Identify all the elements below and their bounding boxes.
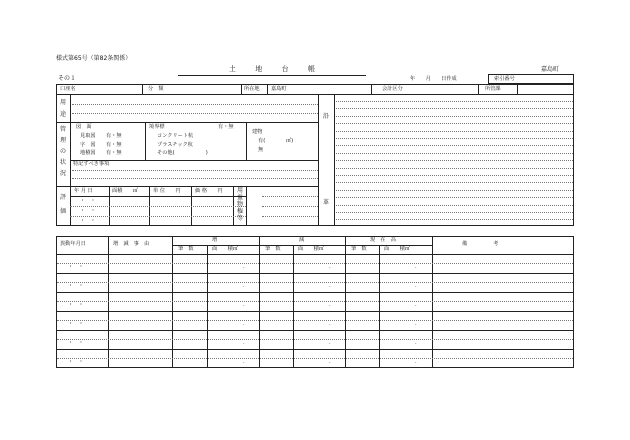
history-ruled-line xyxy=(336,160,573,161)
index-number-label: 索引番号 xyxy=(494,76,515,82)
change-row-decimal: . xyxy=(243,321,245,327)
history-ruled-line xyxy=(336,175,573,176)
change-row-decimal: . xyxy=(329,359,331,365)
drawings-heading: 図 面 xyxy=(76,124,92,130)
change-row-line xyxy=(56,292,574,293)
valuation-label: 評 価 xyxy=(59,194,66,215)
boundary-heading: 境界標 xyxy=(149,124,165,130)
change-row-line xyxy=(56,311,574,312)
history-ruled-line xyxy=(336,101,573,102)
history-label-bottom: 革 xyxy=(323,199,330,206)
dec-area-head: 面 積㎡ xyxy=(298,246,324,252)
history-label-top: 沿 xyxy=(323,113,330,120)
valuation-price-head: 価 格 円 xyxy=(195,188,223,194)
title-underline xyxy=(178,75,366,76)
boundary-concrete: コンクリート杭 xyxy=(157,133,194,139)
change-row-decimal: . xyxy=(415,321,417,327)
history-ruled-line xyxy=(336,197,573,198)
change-row-midline xyxy=(57,358,573,359)
special-notes-label: 特記すべき事項 xyxy=(73,161,110,167)
history-ruled-line xyxy=(336,123,573,124)
valuation-date-2: ・ ・ xyxy=(80,208,96,214)
account-name-label: 口座名 xyxy=(60,86,76,92)
change-row-decimal: . xyxy=(415,302,417,308)
history-ruled-line xyxy=(336,145,573,146)
change-row-decimal: . xyxy=(415,359,417,365)
history-ruled-line xyxy=(336,182,573,183)
valuation-area-head: 面積 ㎡ xyxy=(112,188,138,194)
history-ruled-line xyxy=(336,131,573,132)
cur-count-head: 筆 数 xyxy=(351,246,367,252)
change-row-decimal: . xyxy=(243,359,245,365)
change-row-midline xyxy=(57,339,573,340)
history-ruled-line xyxy=(336,168,573,169)
use-rights-label: 用 益 物 権 等 xyxy=(236,187,243,222)
change-row-decimal: . xyxy=(243,283,245,289)
history-ruled-line xyxy=(336,212,573,213)
page-label: その１ xyxy=(58,75,77,82)
drawing-section-map: 字 図 有・無 xyxy=(80,142,122,148)
change-row-date: ・ ・ xyxy=(68,302,84,308)
change-row-line xyxy=(56,349,574,350)
change-row-decimal: . xyxy=(329,283,331,289)
town-name: 嘉島町 xyxy=(541,66,560,73)
boundary-yesno: 有・無 xyxy=(218,124,234,130)
history-ruled-line xyxy=(336,116,573,117)
valuation-date-3: ・ ・ xyxy=(80,218,96,224)
change-row-decimal: . xyxy=(243,264,245,270)
boundary-other: その他( ) xyxy=(157,150,208,156)
change-date-head: 異動年月日 xyxy=(60,241,86,247)
valuation-date-1: ・ ・ xyxy=(80,198,96,204)
remarks-head: 備 考 xyxy=(462,241,499,247)
change-row-midline xyxy=(57,263,573,264)
change-row-decimal: . xyxy=(415,264,417,270)
change-row-decimal: . xyxy=(329,340,331,346)
increase-head: 増 xyxy=(212,237,218,243)
classification-label: 分 類 xyxy=(148,86,164,92)
history-ruled-line xyxy=(336,153,573,154)
inc-count-head: 筆 数 xyxy=(178,246,194,252)
history-ruled-line xyxy=(336,219,573,220)
drawing-area-map: 地積図 有・無 xyxy=(80,150,122,156)
change-row-midline xyxy=(57,301,573,302)
decrease-head: 減 xyxy=(299,237,305,243)
valuation-unit-head: 単 位 円 xyxy=(153,188,181,194)
change-row-decimal: . xyxy=(329,302,331,308)
change-row-date: ・ ・ xyxy=(68,340,84,346)
change-row-line xyxy=(56,273,574,274)
management-label: 管 理 の 状 況 xyxy=(59,126,66,177)
change-row-date: ・ ・ xyxy=(68,321,84,327)
change-reason-head: 増 減 事 由 xyxy=(113,241,150,247)
managing-section-label: 所管課 xyxy=(485,86,501,92)
building-heading: 建物 xyxy=(252,129,263,135)
dec-count-head: 筆 数 xyxy=(265,246,281,252)
change-row-decimal: . xyxy=(329,264,331,270)
inc-area-head: 面 積㎡ xyxy=(212,246,238,252)
page-title: 土 地 台 帳 xyxy=(229,65,317,73)
usage-label: 用 途 xyxy=(59,99,66,118)
history-ruled-line xyxy=(336,190,573,191)
valuation-date-head: 年 月 日 xyxy=(74,188,93,194)
change-row-date: ・ ・ xyxy=(68,359,84,365)
building-yes: 有( ㎡) xyxy=(258,138,294,144)
change-row-decimal: . xyxy=(329,321,331,327)
change-row-midline xyxy=(57,320,573,321)
current-head: 現 在 高 xyxy=(370,237,396,243)
change-row-date: ・ ・ xyxy=(68,264,84,270)
location-label: 所在地 xyxy=(244,86,260,92)
building-no: 無 xyxy=(258,147,264,153)
change-row-decimal: . xyxy=(415,340,417,346)
form-number: 様式第65号（第82条関係） xyxy=(56,55,132,62)
change-row-decimal: . xyxy=(243,302,245,308)
history-ruled-line xyxy=(336,138,573,139)
location-value: 嘉島町 xyxy=(271,86,287,92)
history-ruled-line xyxy=(336,205,573,206)
history-ruled-line xyxy=(336,108,573,109)
drawing-sketch: 見取図 有・無 xyxy=(80,133,122,139)
change-row-decimal: . xyxy=(415,283,417,289)
change-row-date: ・ ・ xyxy=(68,283,84,289)
cur-area-head: 面 積㎡ xyxy=(384,246,410,252)
change-row-decimal: . xyxy=(243,340,245,346)
row1-bottom xyxy=(56,94,574,95)
change-row-line xyxy=(56,330,574,331)
date-created: 年 月 日作成 xyxy=(410,76,457,82)
boundary-plastic: プラスチック杭 xyxy=(157,142,193,148)
accounting-category-label: 会計区分 xyxy=(382,86,403,92)
change-row-midline xyxy=(57,282,573,283)
